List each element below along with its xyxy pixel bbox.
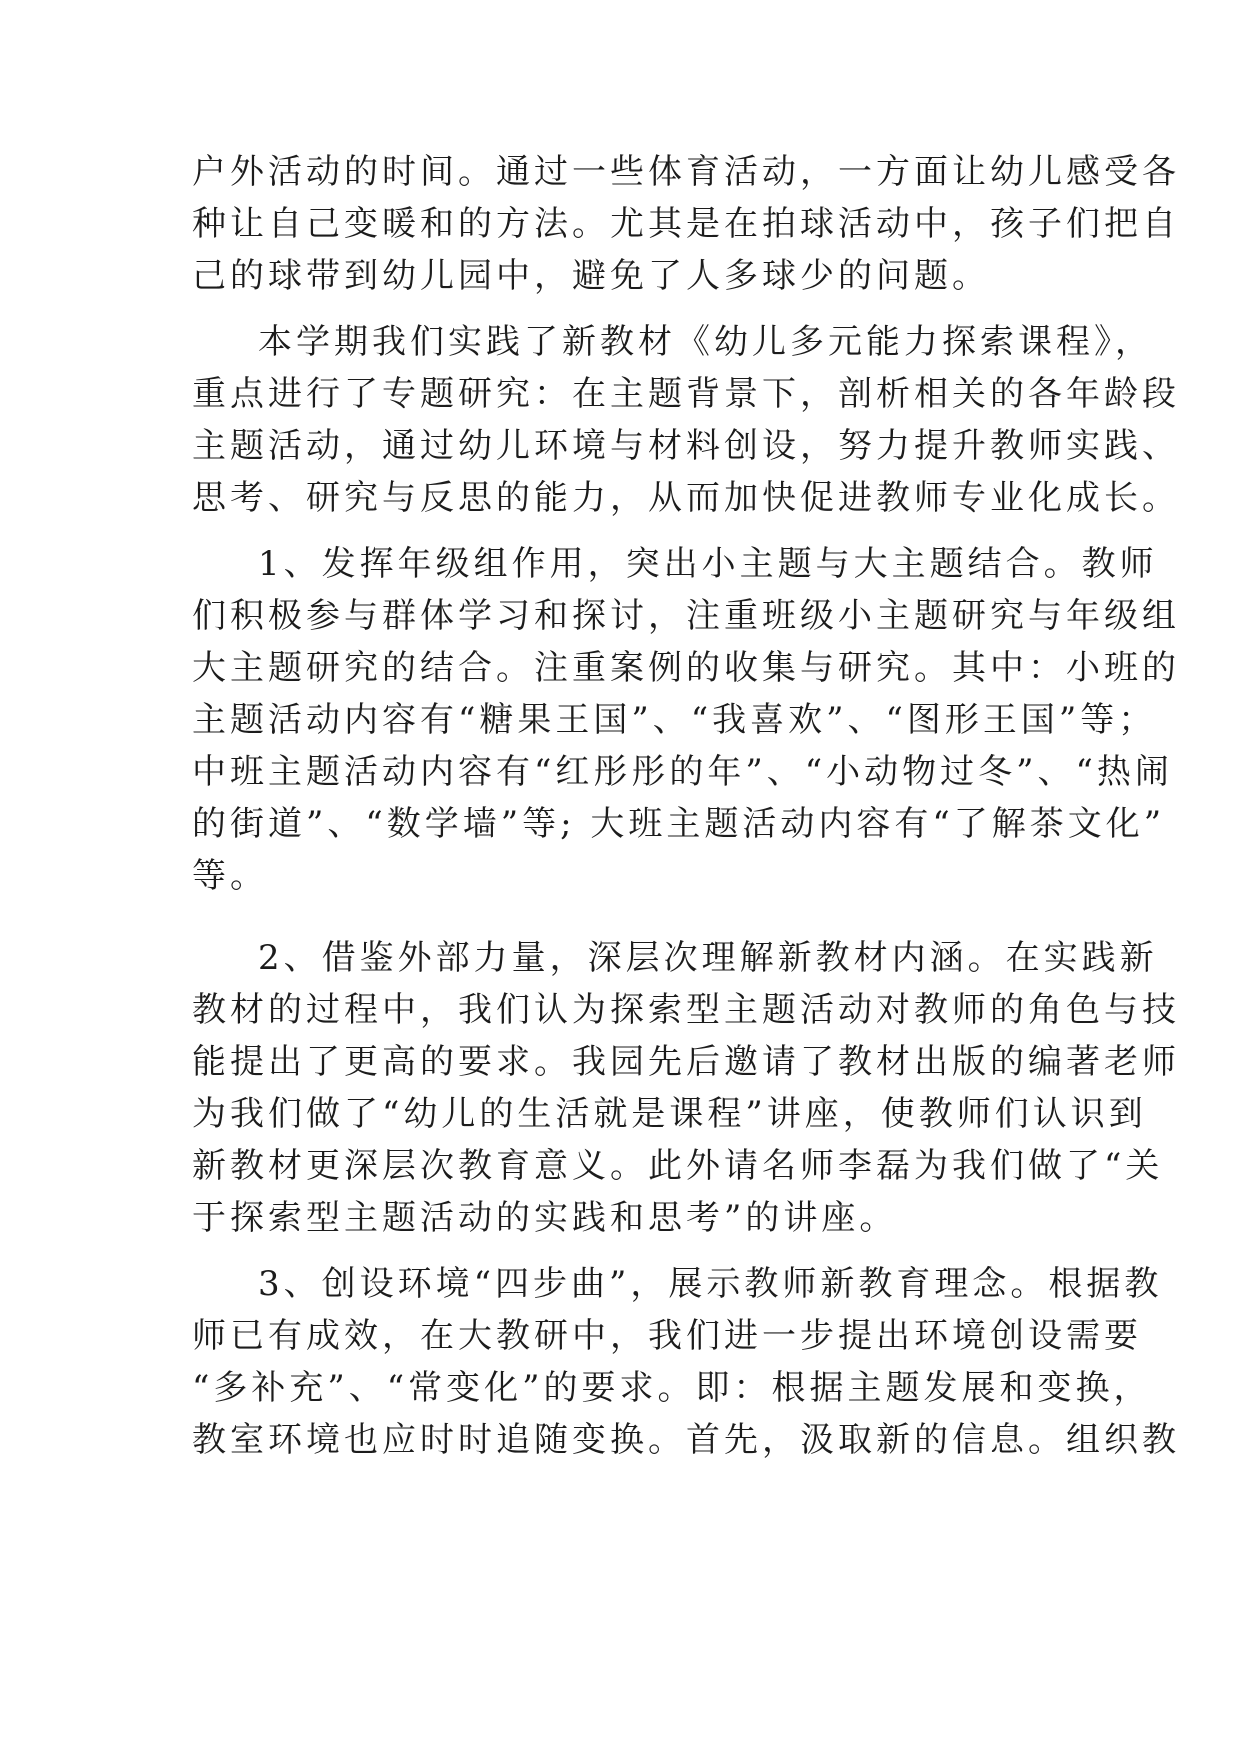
text-line: 新教材更深层次教育意义。此外请名师李磊为我们做了“关 [192,1146,1164,1186]
text-line: 等。 [192,856,268,896]
text-line: 种让自己变暖和的方法。尤其是在拍球活动中，孩子们把自 [192,204,1180,244]
text-line: 教材的过程中，我们认为探索型主题活动对教师的角色与技 [192,990,1180,1030]
text-line: 为我们做了“幼儿的生活就是课程”讲座，使教师们认识到 [192,1094,1147,1134]
paragraph-first-line: 3、创设环境“四步曲”，展示教师新教育理念。根据教 [258,1264,1163,1304]
text-line: 主题活动，通过幼儿环境与材料创设，努力提升教师实践、 [192,426,1180,466]
text-line: 师已有成效，在大教研中，我们进一步提出环境创设需要 [192,1316,1142,1356]
paragraph-first-line: 1、发挥年级组作用，突出小主题与大主题结合。教师 [258,544,1158,584]
text-line: “多补充”、“常变化”的要求。即：根据主题发展和变换， [192,1368,1152,1408]
text-line: 教室环境也应时时追随变换。首先，汲取新的信息。组织教 [192,1420,1180,1460]
paragraph-first-line: 2、借鉴外部力量，深层次理解新教材内涵。在实践新 [258,938,1158,978]
paragraph-first-line: 本学期我们实践了新教材《幼儿多元能力探索课程》， [258,322,1153,362]
text-line: 们积极参与群体学习和探讨，注重班级小主题研究与年级组 [192,596,1180,636]
text-line: 于探索型主题活动的实践和思考”的讲座。 [192,1198,898,1238]
text-line: 户外活动的时间。通过一些体育活动，一方面让幼儿感受各 [192,152,1180,192]
text-line: 中班主题活动内容有“红彤彤的年”、“小动物过冬”、“热闹 [192,752,1173,792]
text-line: 能提出了更高的要求。我园先后邀请了教材出版的编著老师 [192,1042,1180,1082]
text-line: 主题活动内容有“糖果王国”、“我喜欢”、“图形王国”等； [192,700,1157,740]
text-line: 大主题研究的结合。注重案例的收集与研究。其中：小班的 [192,648,1180,688]
text-line: 思考、研究与反思的能力，从而加快促进教师专业化成长。 [192,478,1180,518]
text-line: 的街道”、“数学墙”等; 大班主题活动内容有“了解茶文化” [192,804,1166,844]
text-line: 重点进行了专题研究：在主题背景下，剖析相关的各年龄段 [192,374,1180,414]
text-line: 己的球带到幼儿园中，避免了人多球少的问题。 [192,256,990,296]
